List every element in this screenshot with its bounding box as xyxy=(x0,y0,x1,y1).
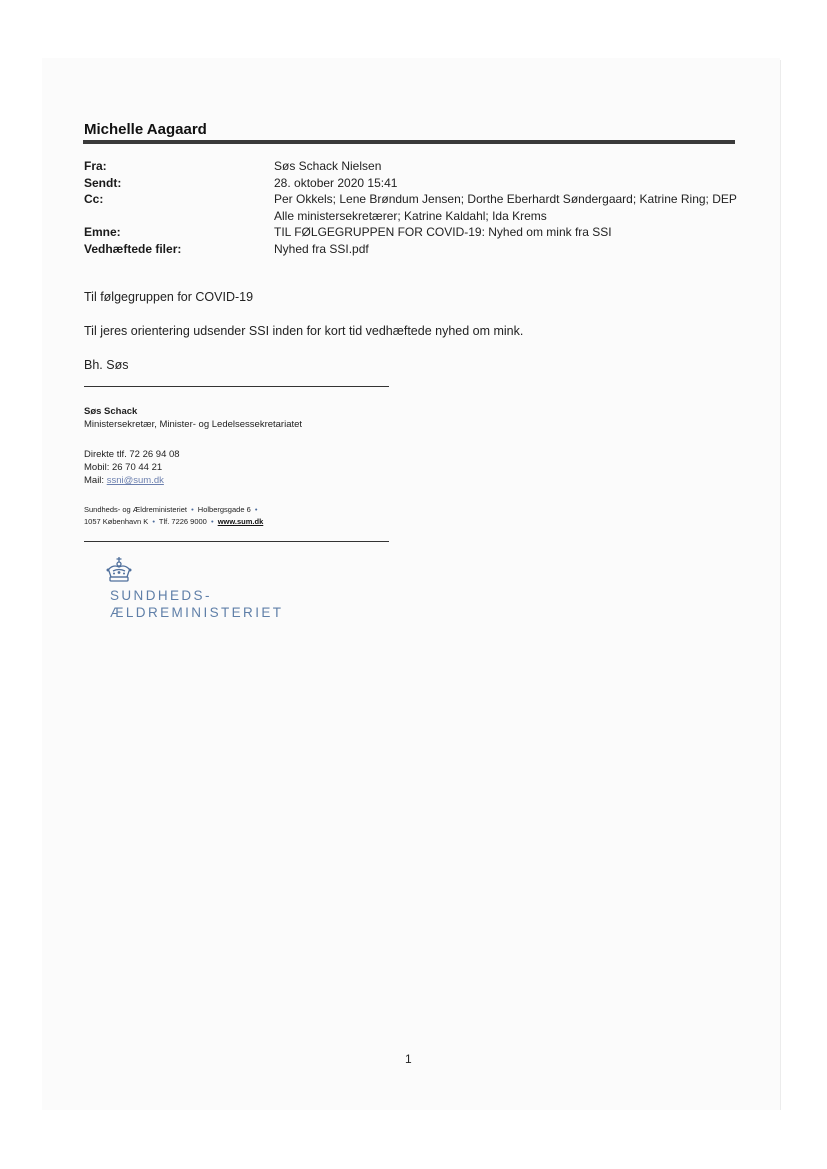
bullet-separator: • xyxy=(191,505,194,514)
org-phone: Tlf. 7226 9000 xyxy=(158,517,207,526)
meta-label: Fra: xyxy=(84,159,107,173)
signature-identity xyxy=(84,405,302,431)
bullet-separator: • xyxy=(254,505,258,514)
bullet-separator: • xyxy=(152,517,155,526)
email-metadata xyxy=(84,158,744,257)
logo-line-1: SUNDHEDS- xyxy=(110,588,212,603)
meta-row-attachments xyxy=(84,241,744,258)
org-address-line-1 xyxy=(84,504,260,516)
meta-label: Vedhæftede filer: xyxy=(84,241,182,256)
meta-value: Søs Schack Nielsen xyxy=(274,159,382,173)
meta-row-from xyxy=(84,158,744,175)
signature-mail-link[interactable]: ssni@sum.dk xyxy=(106,475,164,486)
meta-value: TIL FØLGEGRUPPEN FOR COVID-19: Nyhed om mink fra SSI xyxy=(274,225,612,239)
message-line: Til jeres orientering udsender SSI inden for kort tid vedhæftede nyhed om mink. xyxy=(84,324,524,338)
signature-rule-top xyxy=(84,386,389,387)
meta-label: Emne: xyxy=(84,225,121,239)
crown-icon xyxy=(104,556,134,584)
meta-value: 28. oktober 2020 15:41 xyxy=(274,175,398,190)
greeting-line: Til følgegruppen for COVID-19 xyxy=(84,290,254,304)
meta-label: Cc: xyxy=(84,192,104,206)
website-link[interactable]: www.sum.dk xyxy=(217,517,264,526)
ministry-logo-text xyxy=(110,587,283,621)
meta-row-cc xyxy=(84,191,744,224)
logo-line-2: ÆLDREMINISTERIET xyxy=(110,605,284,620)
org-city: 1057 København K xyxy=(84,517,149,526)
signature-mail-label: Mail: xyxy=(84,475,105,486)
closing-line: Bh. Søs xyxy=(84,358,129,372)
signature-rule-bottom xyxy=(84,541,389,542)
header-rule xyxy=(83,140,735,144)
page-number: 1 xyxy=(405,1052,412,1066)
org-address-line-2 xyxy=(84,516,263,528)
signature-name: Søs Schack xyxy=(84,406,138,417)
meta-label: Sendt: xyxy=(84,175,122,190)
meta-value: Per Okkels; Lene Brøndum Jensen; Dorthe Eberhardt Søndergaard; Katrine Ring; DEP Alle ministersekretærer; Katrine Kaldahl; Ida Krems xyxy=(274,192,737,223)
attachment-name: Nyhed fra SSI.pdf xyxy=(274,241,369,256)
page-edge xyxy=(780,60,781,1110)
org-name: Sundheds- og Ældreministeriet xyxy=(84,505,187,514)
signature-mobile: Mobil: 26 70 44 21 xyxy=(84,462,163,473)
signature-mail-row xyxy=(84,474,180,487)
signature-direct-phone: Direkte tlf. 72 26 94 08 xyxy=(84,449,180,460)
org-street: Holbergsgade 6 xyxy=(197,505,251,514)
signature-contact xyxy=(84,448,180,487)
signature-title: Ministersekretær, Minister- og Ledelsessekretariatet xyxy=(84,419,303,430)
sender-name-heading: Michelle Aagaard xyxy=(84,121,207,138)
bullet-separator: • xyxy=(210,517,214,526)
meta-row-subject xyxy=(84,224,744,241)
meta-row-sent xyxy=(84,175,744,192)
